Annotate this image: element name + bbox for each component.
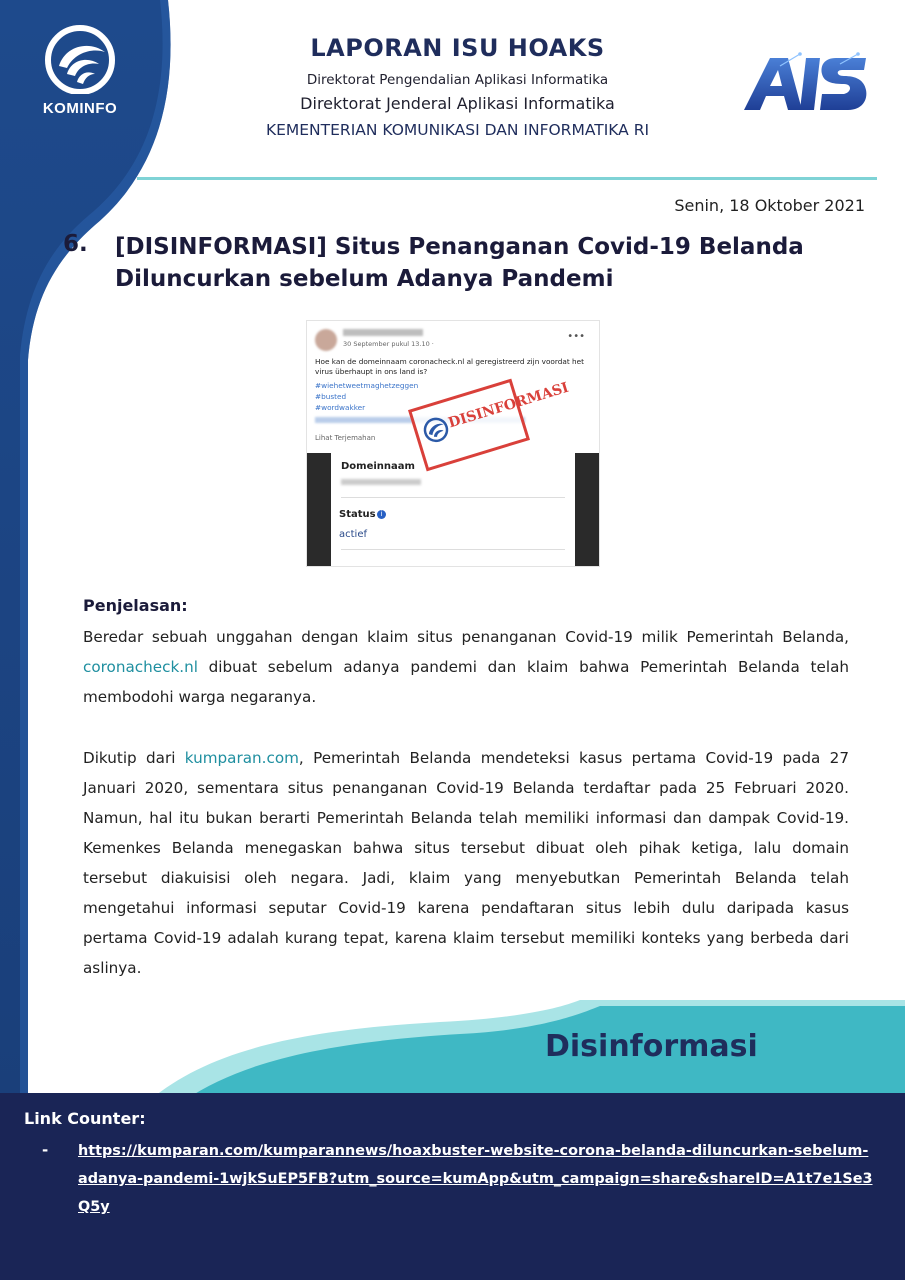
list-bullet: -	[42, 1141, 49, 1159]
divider	[341, 497, 565, 498]
blurred-author-name	[343, 329, 423, 336]
avatar	[315, 329, 337, 351]
header-divider	[137, 177, 877, 180]
ministry-name: KEMENTERIAN KOMUNIKASI DAN INFORMATIKA RI	[265, 121, 650, 139]
domain-name-label: Domeinnaam	[341, 461, 415, 472]
headline-text: [DISINFORMASI] Situs Penanganan Covid-19 Belanda Diluncurkan sebelum Adanya Pandemi	[115, 234, 804, 292]
info-icon: i	[377, 510, 386, 519]
hashtag: #busted	[315, 392, 347, 401]
see-translation-link: Lihat Terjemahan	[315, 434, 376, 442]
hashtag: #wordwakker	[315, 403, 366, 412]
more-options-icon: •••	[567, 331, 585, 342]
kominfo-wordmark: KOMINFO	[42, 100, 118, 117]
headline-number: 6.	[63, 231, 88, 257]
paragraph-text: Dikutip dari	[83, 749, 185, 767]
hashtag: #wiehetweetmaghetzeggen	[315, 381, 419, 390]
post-text: Hoe kan de domeinnaam coronacheck.nl al geregistreerd zijn voordat het virus überhaupt in ons land is?	[315, 357, 585, 376]
ais-logo	[740, 52, 870, 114]
blurred-domain-value	[341, 479, 421, 485]
domain-info-panel	[331, 453, 575, 566]
kominfo-logo	[30, 22, 130, 117]
status-value: actief	[339, 529, 367, 540]
paragraph-text: dibuat sebelum adanya pandemi dan klaim bahwa Pemerintah Belanda telah membodohi warga negaranya.	[83, 658, 849, 706]
coronacheck-link[interactable]: coronacheck.nl	[83, 658, 198, 676]
report-header	[185, 34, 730, 139]
paragraph-1	[83, 622, 849, 712]
status-label: Status	[339, 509, 376, 520]
paragraph-text: Beredar sebuah unggahan dengan klaim situs penanganan Covid-19 milik Pemerintah Belanda,	[83, 628, 849, 646]
divider	[341, 549, 565, 550]
paragraph-text: , Pemerintah Belanda mendeteksi kasus pertama Covid-19 pada 27 Januari 2020, sementara situs penanganan Covid-19 Belanda terdaftar pada 25 Februari 2020. Namun, hal itu bukan berarti Pemerintah Belanda telah memiliki informasi dan dampak Covid-19. Kemenkes Belanda menegaskan bahwa situs tersebut dibuat oleh pihak ketiga, lalu domain tersebut diakuisisi oleh negara. Jadi, klaim yang menyebutkan Pemerintah Belanda telah mengetahui informasi seputar Covid-19 karena pendaftaran situs lebih dulu daripada kasus pertama Covid-19 adalah kurang tepat, karena klaim tersebut memiliki konteks yang berbeda dari aslinya.	[83, 749, 850, 977]
report-title: LAPORAN ISU HOAKS	[310, 34, 605, 62]
bottom-wave-decoration	[0, 1000, 905, 1100]
post-date: 30 September pukul 13.10 ·	[343, 340, 434, 348]
kominfo-emblem-icon	[41, 22, 119, 94]
directorate-general-name: Direktorat Jenderal Aplikasi Informatika	[300, 94, 615, 113]
link-counter-label: Link Counter:	[24, 1109, 146, 1128]
counter-link[interactable]: https://kumparan.com/kumparannews/hoaxbuster-website-corona-belanda-diluncurkan-sebelum-adanya-pandemi-1wjkSuEP5FB?utm_source=kumApp&utm_campaign=share&shareID=A1t7e1Se3Q5y	[78, 1143, 873, 1215]
directorate-name: Direktorat Pengendalian Aplikasi Informatika	[306, 72, 609, 88]
kumparan-link[interactable]: kumparan.com	[184, 749, 299, 767]
footer	[0, 1093, 905, 1280]
evidence-screenshot	[306, 320, 600, 567]
stamp-label: DISINFORMASI	[446, 379, 571, 432]
verdict-badge: Disinformasi	[545, 1029, 758, 1064]
section-title: Penjelasan:	[83, 596, 188, 615]
report-date: Senin, 18 Oktober 2021	[674, 196, 865, 215]
headline	[63, 231, 883, 295]
paragraph-2	[83, 743, 849, 983]
